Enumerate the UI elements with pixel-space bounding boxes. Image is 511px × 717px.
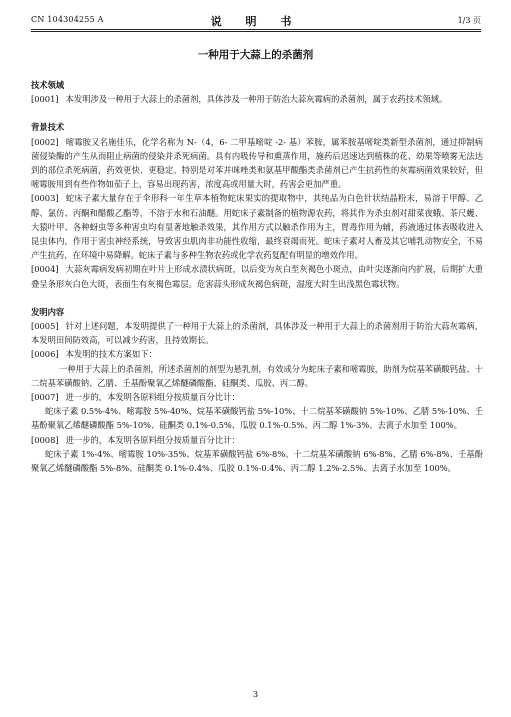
paragraph-number: [0005] [31,321,59,332]
document-type-title: 说 明 书 [210,15,302,28]
patent-number: CN 104304255 A [31,15,104,24]
paragraph-number: [0008] [31,434,59,445]
page-header [31,13,481,27]
section-heading-tech-field: 技术领域 [31,80,65,90]
paragraph-0008 [31,433,483,447]
paragraph-text: 进一步的，本发明各原料组分按质量百分比计： [65,434,240,445]
paragraph-text: 进一步的，本发明各原料组分按质量百分比计： [65,392,240,403]
invention-title: 一种用于大蒜上的杀菌剂 [197,49,314,61]
paragraph-0001 [31,92,483,106]
paragraph-number: [0003] [31,193,59,204]
paragraph-text: 针对上述问题，本发明提供了一种用于大蒜上的杀菌剂，具体涉及一种用于大蒜上的杀菌剂用于防治大蒜灰霉病，本发明田间防效高，可以减少药害，且持效期长。 [31,321,483,346]
document-body [31,78,483,475]
paragraph-0007 [31,390,483,404]
paragraph-0006-body: 一种用于大蒜上的杀菌剂，所述杀菌剂的剂型为悬乳剂，有效成分为蛇床子素和嘧霉胺，助剂为烷基苯磺酸钙盐、十二烷基苯磺酸钠、乙腈、壬基酚聚氧乙烯醚磷酸酯、硅酮类、瓜胶、丙二醇。 [31,363,483,388]
paragraph-number: [0007] [31,392,59,403]
paragraph-0002 [31,135,483,192]
paragraph-0004 [31,262,483,290]
page-number: 3 [252,690,259,700]
paragraph-0005 [31,319,483,347]
paragraph-text: 嘧霉胺又名施佳乐，化学名称为 N-（4，6- 二甲基嘧啶 -2- 基）苯胺，属苯胺基嘧啶类新型杀菌剂，通过抑制病菌侵染酶的产生从而阻止病菌的侵染并杀死病菌。具有内吸传导和熏蒸作用，施药后迅速达到植株的花、幼果等喷雾无法达到的部位杀死病菌，药效更快、更稳定。特别是对苯并咪唑类和氨基甲酸酯类杀菌剂已产生抗药性的灰霉病菌效果较好，但嘧霉胺用到有些作物如茄子上，容易出现药害，浓度高或用量大时，药害会更加严重。 [31,136,483,190]
paragraph-number: [0002] [31,136,59,147]
paragraph-text: 本发明涉及一种用于大蒜上的杀菌剂，具体涉及一种用于防治大蒜灰霉病的杀菌剂，属于农药技术领域。 [65,94,448,105]
paragraph-0008-body: 蛇床子素 1%-4%、嘧霉胺 10%-35%、烷基苯磺酸钙盐 6%-8%、十二烷基苯磺酸钠 6%-8%、乙腈 6%-8%、壬基酚聚氧乙烯醚磷酸酯 5%-8%、硅酮类 0.1%-0.4%、瓜胶 0.1%-0.4%、丙二醇 1.2%-2.5%、去离子水加至 100%。 [31,448,483,474]
paragraph-text: 蛇床子素大量存在于伞形科一年生草本植物蛇床果实的提取物中，其纯品为白色针状结晶粉末，易溶于甲醇、乙醇、氯仿、丙酮和醋酸乙酯等，不溶于水和石油醚。用蛇床子素制备的植物源农药，将其作为杀虫剂对甜菜夜蛾、茶尺蠖、大猿叶甲、各种蚜虫等多种害虫均有显著地触杀效果，其作用方式以触杀作用为主，胃毒作用为辅，药液通过体表吸收进入昆虫体内，作用于害虫神经系统，导致害虫肌肉非功能性收缩，最终衰竭而死。蛇床子素对人畜及其它哺乳动物安全，不易产生抗药，在环境中易降解。蛇床子素与多种生物农药或化学农药复配有明显的增效作用。 [31,193,483,261]
paragraph-text: 本发明的技术方案如下： [65,349,157,360]
paragraph-text: 大蒜灰霉病发病初期在叶片上形成水渍状病斑，以后变为灰白至灰褐色小斑点，由叶尖逐渐向内扩展，后期扩大重叠呈条形灰白色大斑，表面生有灰褐色霉层。危害蒜头形成灰褐色病斑，湿度大时生出浅黑色霉状物。 [31,264,483,289]
header-rule-top [31,29,481,30]
section-heading-background: 背景技术 [31,122,65,133]
paragraph-number: [0004] [31,264,59,275]
page-indicator: 1/3 页 [457,16,481,25]
section-heading-summary: 发明内容 [31,306,65,317]
paragraph-0007-body: 蛇床子素 0.5%-4%、嘧霉胺 5%-40%、烷基苯磺酸钙盐 5%-10%、十二烷基苯磺酸钠 5%-10%、乙腈 5%-10%、壬基酚聚氧乙烯醚磷酸酯 5%-10%、硅酮类 0.1%-0.5%、瓜胶 0.1%-0.5%、丙二醇 1%-3%、去离子水加至 100%。 [31,406,483,431]
paragraph-number: [0006] [31,349,59,360]
paragraph-0006 [31,347,483,361]
paragraph-0003 [31,191,483,262]
header-rule-bottom [31,31,481,32]
paragraph-number: [0001] [31,94,59,105]
